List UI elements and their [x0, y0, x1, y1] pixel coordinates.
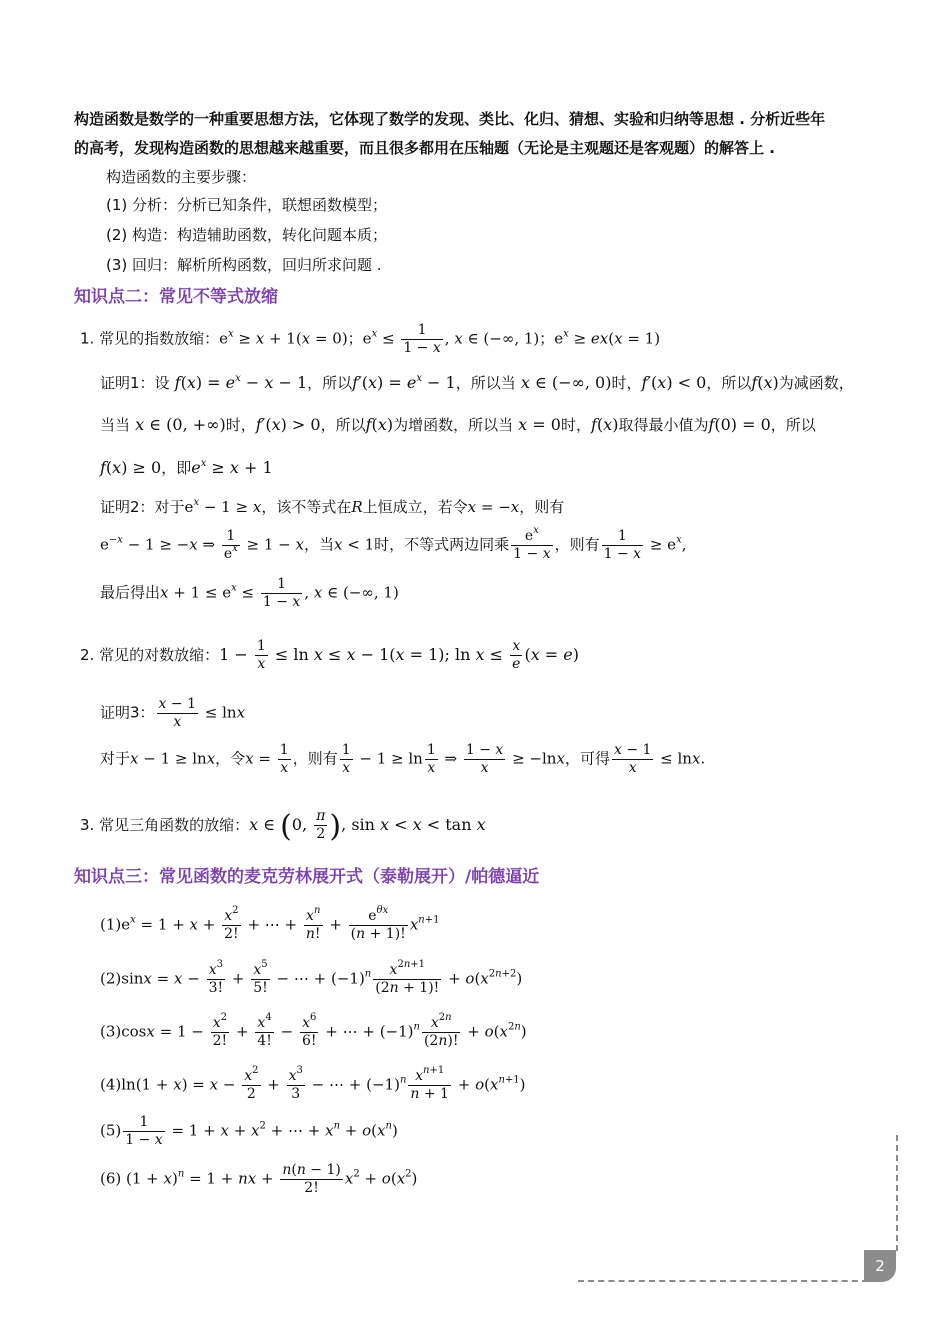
item-1-label: 1. 常见的指数放缩：: [80, 329, 220, 348]
proof-1-line-2: 当当 x ∈ (0, +∞)时，f′(x) > 0，所以f(x)为增函数，所以当 x = 0时，f(x)取得最小值为f(0) = 0，所以: [100, 415, 816, 434]
proof-2-line-2: $e^{-x} - 1 \ge -x$ ⇒ $\frac{1}{e^x}$ ≥ 1 − x，当x < 1时，不等式两边同乘 $\frac{e^x}{1 - x}$ ，则有 $\frac{1}{1 - x}$ ≥ $e^x$,: [100, 525, 687, 562]
proof-1-line-1: 证明1：设 $f(x) = e^x - x - 1$，所以$f'(x) = e^x - 1$，所以当 x ∈ (−∞, 0)时，f′(x) < 0，所以f(x)为减函数，: [100, 373, 854, 392]
intro-line-2: 的高考，发现构造函数的思想越来越重要，而且很多都用在压轴题（无论是主观题还是客观题）的解答上 .: [74, 139, 775, 157]
expansion-6: (6) $(1 + x)^n = 1$ + nx + $\frac{n(n - 1)}{2!}$ $x^2 + o(x^2)$: [100, 1162, 418, 1196]
section-2-heading: 知识点二：常见不等式放缩: [74, 287, 278, 307]
page-corner-dash-horizontal: [578, 1280, 868, 1282]
expansion-4: (4)ln(1 + x) = x − $\frac{x^2}{2}$ + $\frac{x^3}{3}$ − ⋯ + $(-1)^n$ $\frac{x^{n+1}}{n + 1}$ + $o(x^{n+1})$: [100, 1065, 526, 1102]
intro-line-1: 构造函数是数学的一种重要思想方法，它体现了数学的发现、类比、化归、猜想、实验和归纳等思想 . 分析近些年: [74, 110, 826, 128]
page-corner-dash-vertical: [896, 1135, 898, 1251]
section-3-heading: 知识点三：常见函数的麦克劳林展开式（泰勒展开）/帕德逼近: [74, 867, 540, 887]
item-1-exponential: 1. 常见的指数放缩：$e^x \ge x + 1(x = 0)$；$e^x$ ≤ $\frac{1}{1 - x}$ , x ∈ (−∞, 1)；$e^x \ge ex(x = 1)$: [80, 322, 661, 356]
step-1: (1) 分析：分析已知条件，联想函数模型；: [106, 196, 388, 214]
proof-3-line-2: 对于x − 1 ≥ lnx，令x = $\frac{1}{x}$ ，则有 $\frac{1}{x}$ − 1 ≥ ln $\frac{1}{x}$ ⇒ $\frac{1 - x}{x}$ ≥ −lnx，可得 $\frac{x - 1}{x}$ ≤ lnx.: [100, 742, 706, 776]
proof-3-line-1: 证明3： $\frac{x - 1}{x}$ ≤ lnx: [100, 696, 246, 730]
item-3-trig: 3. 常见三角函数的放缩：x ∈ (0, $\frac{\pi}{2}$ ), sin x < x < tan x: [80, 808, 486, 844]
page-number: 2: [864, 1250, 896, 1282]
proof-2-line-3: 最后得出$x + 1 \le e^x$ ≤ $\frac{1}{1 - x}$ , x ∈ (−∞, 1): [100, 576, 399, 610]
expansion-5: (5) $\frac{1}{1 - x}$ = $1 + x + x^2$ + ⋯ + $x^n + o(x^n)$: [100, 1114, 398, 1148]
item-2-label: 2. 常见的对数放缩：: [80, 645, 220, 664]
proof-2-line-1: 证明2：对于$e^x - 1 \ge x$，该不等式在R上恒成立，若令x = −x，则有: [100, 497, 565, 516]
step-3: (3) 回归：解析所构函数，回归所求问题 .: [106, 256, 382, 274]
item-3-label: 3. 常见三角函数的放缩：: [80, 815, 250, 834]
item-2-logarithm: 2. 常见的对数放缩：1 − $\frac{1}{x}$ ≤ ln x ≤ x − 1(x = 1); ln x ≤ $\frac{x}{e}$ (x = e): [80, 638, 580, 672]
expansion-2: (2)sinx = x − $\frac{x^3}{3!}$ + $\frac{x^5}{5!}$ − ⋯ + $(-1)^n$ $\frac{x^{2n+1}}{(2n + 1)!}$ + $o(x^{2n+2})$: [100, 959, 523, 996]
steps-title: 构造函数的主要步骤：: [106, 168, 257, 186]
expansion-3: (3)cosx = 1 − $\frac{x^2}{2!}$ + $\frac{x^4}{4!}$ − $\frac{x^6}{6!}$ + ⋯ + $(-1)^n$ $\frac{x^{2n}}{(2n)!}$ + $o(x^{2n})$: [100, 1012, 527, 1049]
expansion-1: $(1)e^x = 1 + x$ + $\frac{x^2}{2!}$ + ⋯ + $\frac{x^n}{n!}$ + $\frac{e^{\theta x}}{(n + 1)!}$ $x^{n+1}$: [100, 905, 440, 942]
step-2: (2) 构造：构造辅助函数，转化问题本质；: [106, 226, 388, 244]
proof-1-line-3: f(x) ≥ 0，即$e^x \ge x + 1$: [100, 458, 273, 477]
